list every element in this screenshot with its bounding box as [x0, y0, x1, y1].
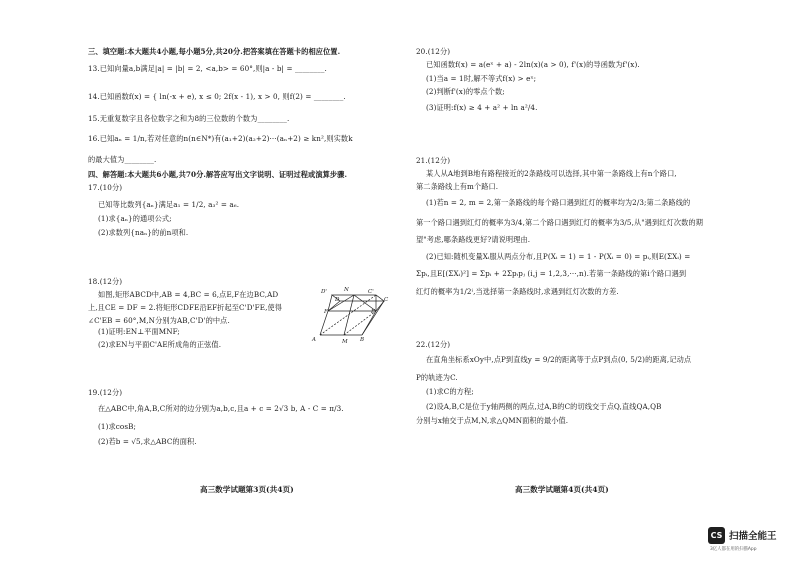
left-line: 13.已知向量a,b满足|a| = |b| = 2, <a,b> = 60°,则|a - b| = ________.: [88, 64, 327, 73]
geometry-diagram: [318, 287, 398, 347]
left-line: (2)若b = √5,求△ABC的面积.: [98, 437, 197, 446]
right-line: 20.(12分): [416, 47, 451, 56]
left-line: 上,且CE = DF = 2.将矩形CDFE沿EF折起至C'D'FE,使得: [88, 303, 283, 312]
left-line: 17.(10分): [88, 183, 123, 192]
left-line: 14.已知函数f(x) = { ln(-x + e), x ≤ 0; 2f(x - 1), x > 0, 则f(2) = ________.: [88, 92, 346, 101]
right-line: (1)求C的方程;: [426, 387, 474, 396]
right-line: 某人从A地到B地有路程接近的2条路线可以选择,其中第一条路线上有n个路口,: [426, 169, 677, 178]
page-3-footer: 高三数学试题第3页(共4页): [200, 485, 294, 494]
camscanner-name: 扫描全能王: [729, 531, 777, 542]
folded-rectangle-figure: [312, 287, 398, 347]
left-line: ∠C'EB = 60°,M,N分别为AB,C'D'的中点.: [88, 316, 230, 325]
figure-point-label: C: [384, 297, 389, 303]
right-line: (2)设A,B,C是位于y轴两侧的两点,过A,B的C的切线交于点Q,直线QA,QB: [426, 402, 662, 411]
figure-point-label: M: [342, 339, 348, 345]
left-line: (2)求数列{naₙ}的前n项和.: [98, 228, 189, 237]
right-line: 21.(12分): [416, 156, 451, 165]
left-line: (1)证明:EN⊥平面MNF;: [98, 327, 180, 336]
left-line: 如图,矩形ABCD中,AB = 4,BC = 6,点E,F在边BC,AD: [98, 290, 279, 299]
left-line: 的最大值为________.: [88, 155, 157, 164]
right-line: 第二条路线上有m个路口.: [416, 182, 499, 191]
right-line: 22.(12分): [416, 340, 451, 349]
right-line: 分别与x轴交于点M,N,求△QMN面积的最小值.: [416, 416, 569, 425]
left-line: (1)求cosB;: [98, 422, 137, 431]
right-line: Σpᵢ,且E[(ΣXᵢ)²] = Σpᵢ + 2Σpᵢpⱼ (i,j = 1,2,3,···,n).若第一条路线的第i个路口遇到: [416, 269, 687, 278]
right-line: (1)若n = 2, m = 2,第一条路线的每个路口遇到红灯的概率均为2/3;第二条路线的: [426, 198, 691, 207]
left-line: 18.(12分): [88, 277, 123, 286]
left-line: 16.已知aₙ = 1/n,若对任意的n(n∈N*)有(a₁+2)(a₂+2)···(aₙ+2) ≥ kn²,则实数k: [88, 134, 353, 143]
right-line: P的轨迹为C.: [416, 373, 458, 382]
right-line: 已知函数f(x) = a(eˣ + a) - 2ln(x)(a > 0), f'(x)的导函数为f'(x).: [426, 60, 640, 69]
right-line: 第一个路口遇到红灯的概率为3/4,第二个路口遇到红灯的概率为3/5,从"遇到红灯次数的期: [416, 218, 703, 227]
figure-point-label: N: [344, 287, 349, 293]
page-4-footer: 高三数学试题第4页(共4页): [515, 485, 609, 494]
right-line: (3)证明:f(x) ≥ 4 + a² + ln a²/4.: [426, 103, 538, 112]
left-line: 在△ABC中,角A,B,C所对的边分别为a,b,c,且a + c = 2√3 b, A - C = π/3.: [98, 404, 344, 413]
right-line: 望"考虑,哪条路线更好?请说明理由.: [416, 235, 531, 244]
left-line: 三、填空题:本大题共4小题,每小题5分,共20分.把答案填在答题卡的相应位置.: [88, 47, 341, 56]
exam-page-3: [88, 0, 398, 561]
figure-point-label: C': [368, 289, 374, 295]
figure-point-label: D: [335, 297, 340, 303]
camscanner-tagline: 3亿人都在用的扫描App: [710, 547, 757, 552]
figure-point-label: D': [321, 289, 327, 295]
left-line: 19.(12分): [88, 388, 123, 397]
right-line: (2)已知:随机变量Xᵢ服从两点分布,且P(Xᵢ = 1) = 1 - P(Xᵢ = 0) = pᵢ,则E(ΣXᵢ) =: [426, 252, 691, 261]
left-line: (2)求EN与平面C'AE所成角的正弦值.: [98, 340, 222, 349]
figure-point-label: B: [360, 337, 365, 343]
figure-point-label: E: [371, 309, 376, 315]
figure-point-label: A: [312, 337, 316, 343]
left-line: 四、解答题:本大题共6小题,共70分.解答应写出文字说明、证明过程或演算步骤.: [88, 170, 348, 179]
camscanner-logo-icon: CS: [708, 527, 725, 544]
camscanner-watermark: [708, 524, 788, 554]
exam-page-4: [416, 0, 716, 561]
right-line: 红灯的概率为1/2ⁱ,当选择第一条路线时,求遇到红灯次数的方差.: [416, 287, 619, 296]
figure-point-label: F: [324, 309, 328, 315]
right-line: (2)判断f'(x)的零点个数;: [426, 87, 505, 96]
left-line: 已知等比数列{aₙ}满足a₁ = 1/2, a₃² = a₆.: [98, 200, 240, 209]
left-line: (1)求{aₙ}的通项公式;: [98, 214, 172, 223]
left-line: 15.无重复数字且各位数字之和为8的三位数的个数为________.: [88, 114, 290, 123]
right-line: (1)当a = 1时,解不等式f(x) > eˣ;: [426, 74, 537, 83]
right-line: 在直角坐标系xOy中,点P到直线y = 9/2的距离等于点P到点(0, 5/2)的距离,记动点: [426, 355, 692, 364]
